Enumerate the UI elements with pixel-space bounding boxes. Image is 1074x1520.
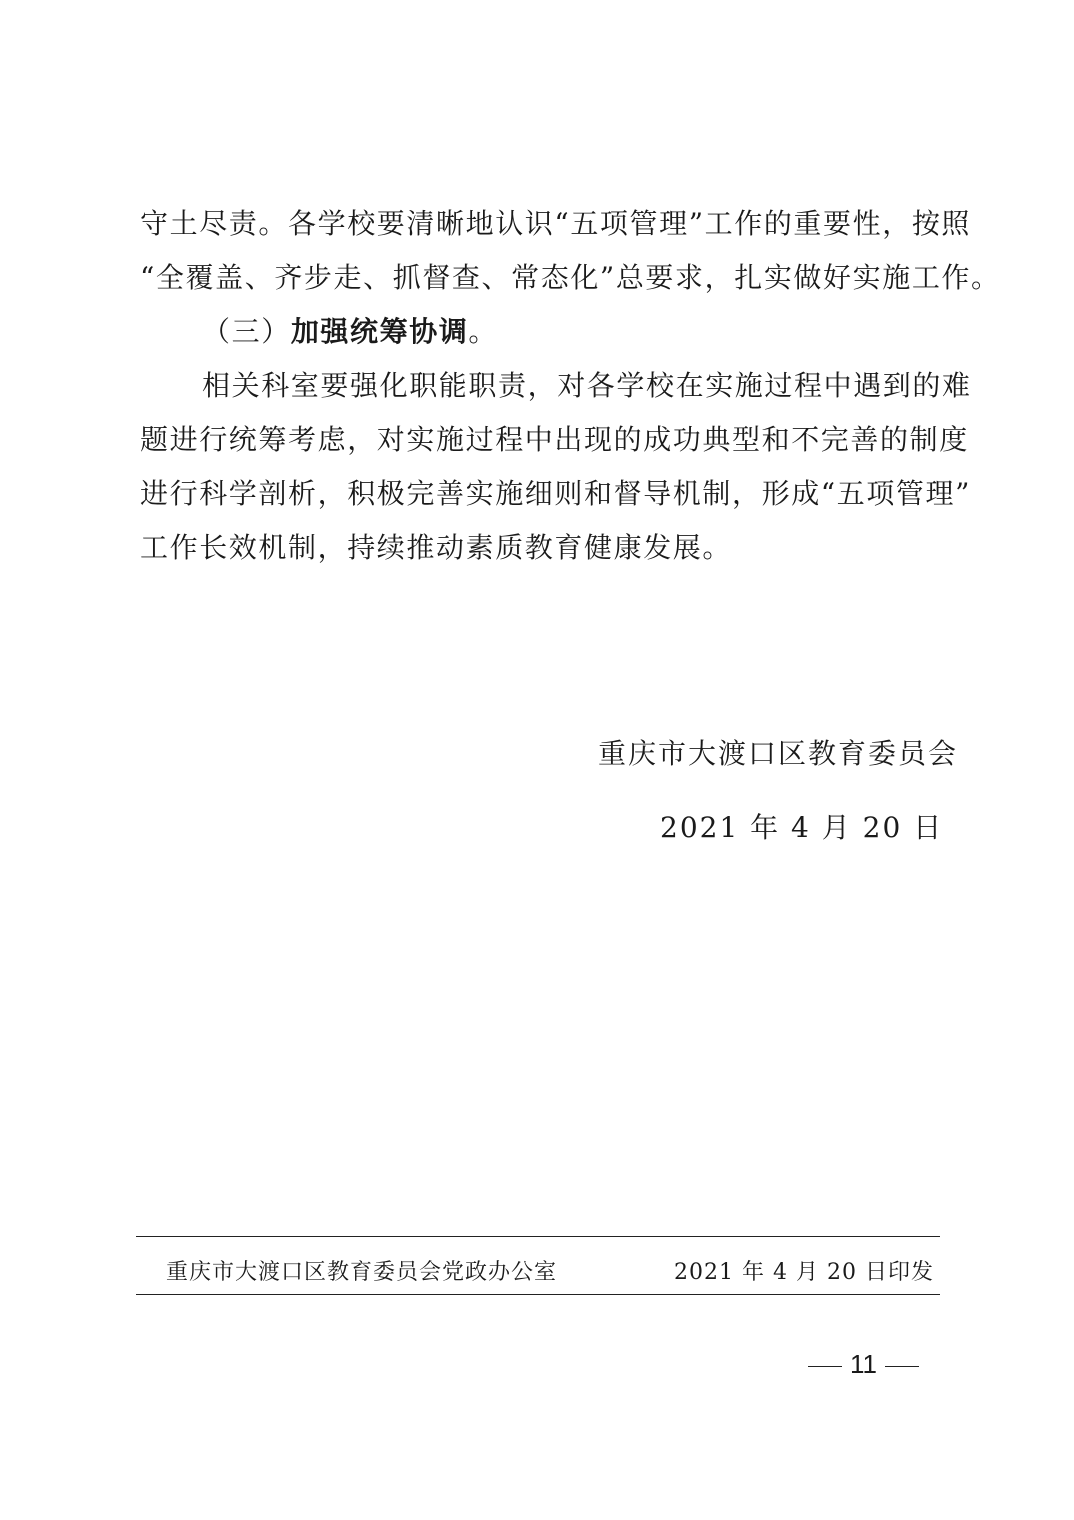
heading-text: 加强统筹协调 bbox=[290, 315, 469, 348]
dash-right bbox=[885, 1366, 919, 1367]
signature-organization: 重庆市大渡口区教育委员会 bbox=[598, 737, 959, 770]
footer-top-rule bbox=[136, 1236, 940, 1237]
signature-date: 2021 年 4 月 20 日 bbox=[660, 811, 944, 844]
footer-office: 重庆市大渡口区教育委员会党政办公室 bbox=[166, 1260, 558, 1285]
footer-bottom-rule bbox=[136, 1294, 940, 1295]
text-line: 题进行统筹考虑，对实施过程中出现的成功典型和不完善的制度 bbox=[140, 423, 969, 456]
text-line: 工作长效机制，持续推动素质教育健康发展。 bbox=[140, 531, 733, 564]
text-line: “全覆盖、齐步走、抓督查、常态化”总要求，扎实做好实施工作。 bbox=[140, 261, 1001, 294]
heading-punct: 。 bbox=[468, 315, 499, 348]
page-number bbox=[800, 1346, 927, 1382]
footer-issued-date: 2021 年 4 月 20 日印发 bbox=[674, 1260, 934, 1285]
page-number-value: 11 bbox=[850, 1349, 877, 1379]
text-line: 相关科室要强化职能职责，对各学校在实施过程中遇到的难 bbox=[202, 369, 972, 402]
heading-number: （三） bbox=[202, 315, 291, 348]
dash-left bbox=[808, 1366, 842, 1367]
text-line: 进行科学剖析，积极完善实施细则和督导机制，形成“五项管理” bbox=[140, 477, 972, 510]
text-line: 守土尽责。各学校要清晰地认识“五项管理”工作的重要性，按照 bbox=[140, 207, 972, 240]
section-heading bbox=[202, 312, 940, 352]
